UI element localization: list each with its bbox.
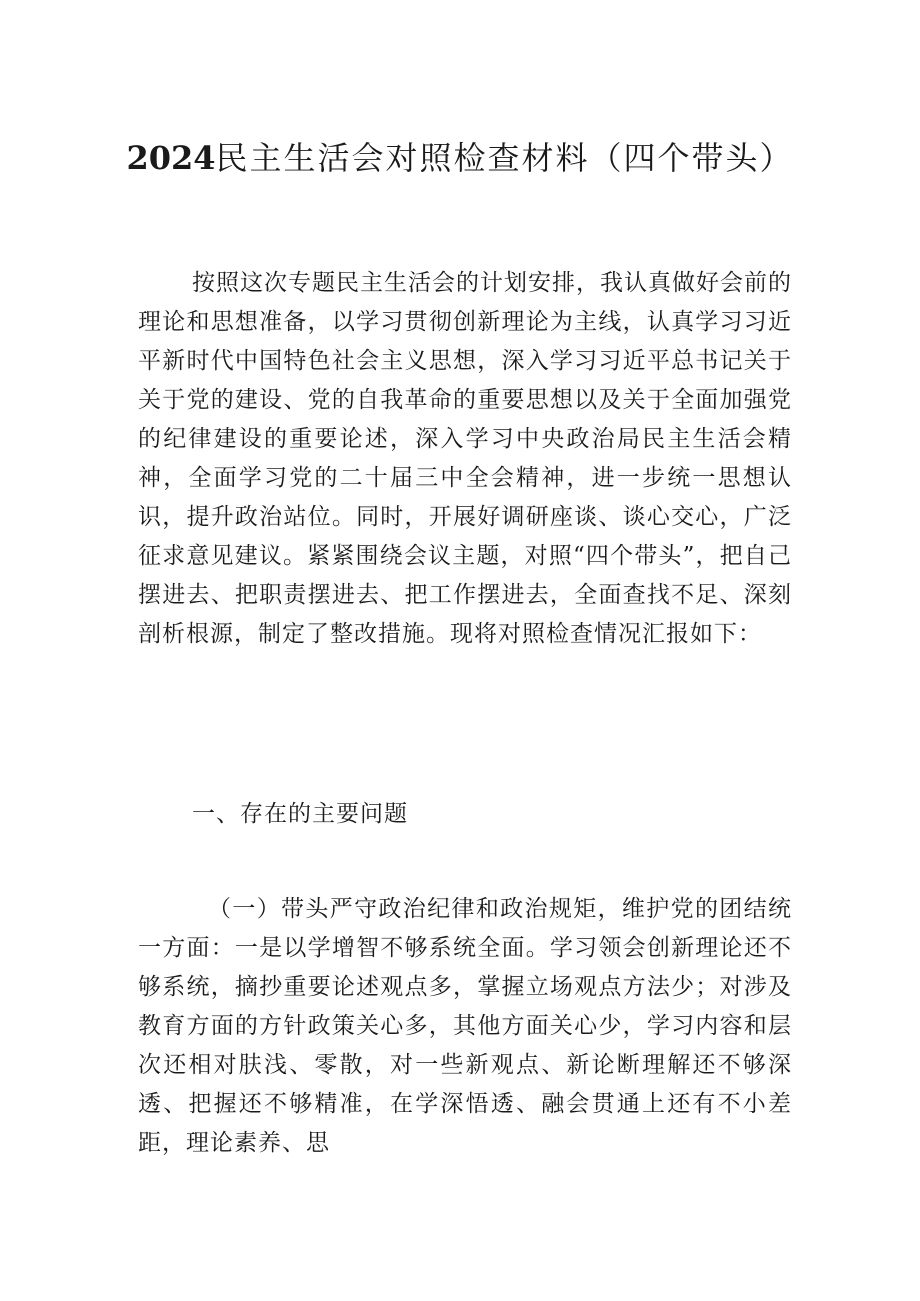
body-paragraph: （一）带头严守政治纪律和政治规矩，维护党的团结统一方面：一是以学增智不够系统全面。学习领会创新理论还不够系统，摘抄重要论述观点多，掌握立场观点方法少；对涉及教育方面的方针政策关心多，其他方面关心少，学习内容和层次还相对肤浅、零散，对一些新观点、新论断理解还不够深透、把握还不够精准，在学深悟透、融会贯通上还有不小差距，理论素养、思 <box>138 896 792 1156</box>
document-title <box>0 136 920 180</box>
intro-paragraph: 按照这次专题民主生活会的计划安排，我认真做好会前的理论和思想准备，以学习贯彻创新理论为主线，认真学习习近平新时代中国特色社会主义思想，深入学习习近平总书记关于关于党的建设、党的自我革命的重要思想以及关于全面加强党的纪律建设的重要论述，深入学习中央政治局民主生活会精神，全面学习党的二十届三中全会精神，进一步统一思想认识，提升政治站位。同时，开展好调研座谈、谈心交心，广泛征求意见建议。紧紧围绕会议主题，对照“四个带头”，把自己摆进去、把职责摆进去、把工作摆进去，全面查找不足、深刻剖析根源，制定了整改措施。现将对照检查情况汇报如下： <box>138 270 792 647</box>
section-heading: 一、存在的主要问题 <box>192 801 408 827</box>
title-text: 民主生活会对照检查材料（四个带头） <box>215 139 794 177</box>
title-year: 2024 <box>126 139 216 177</box>
